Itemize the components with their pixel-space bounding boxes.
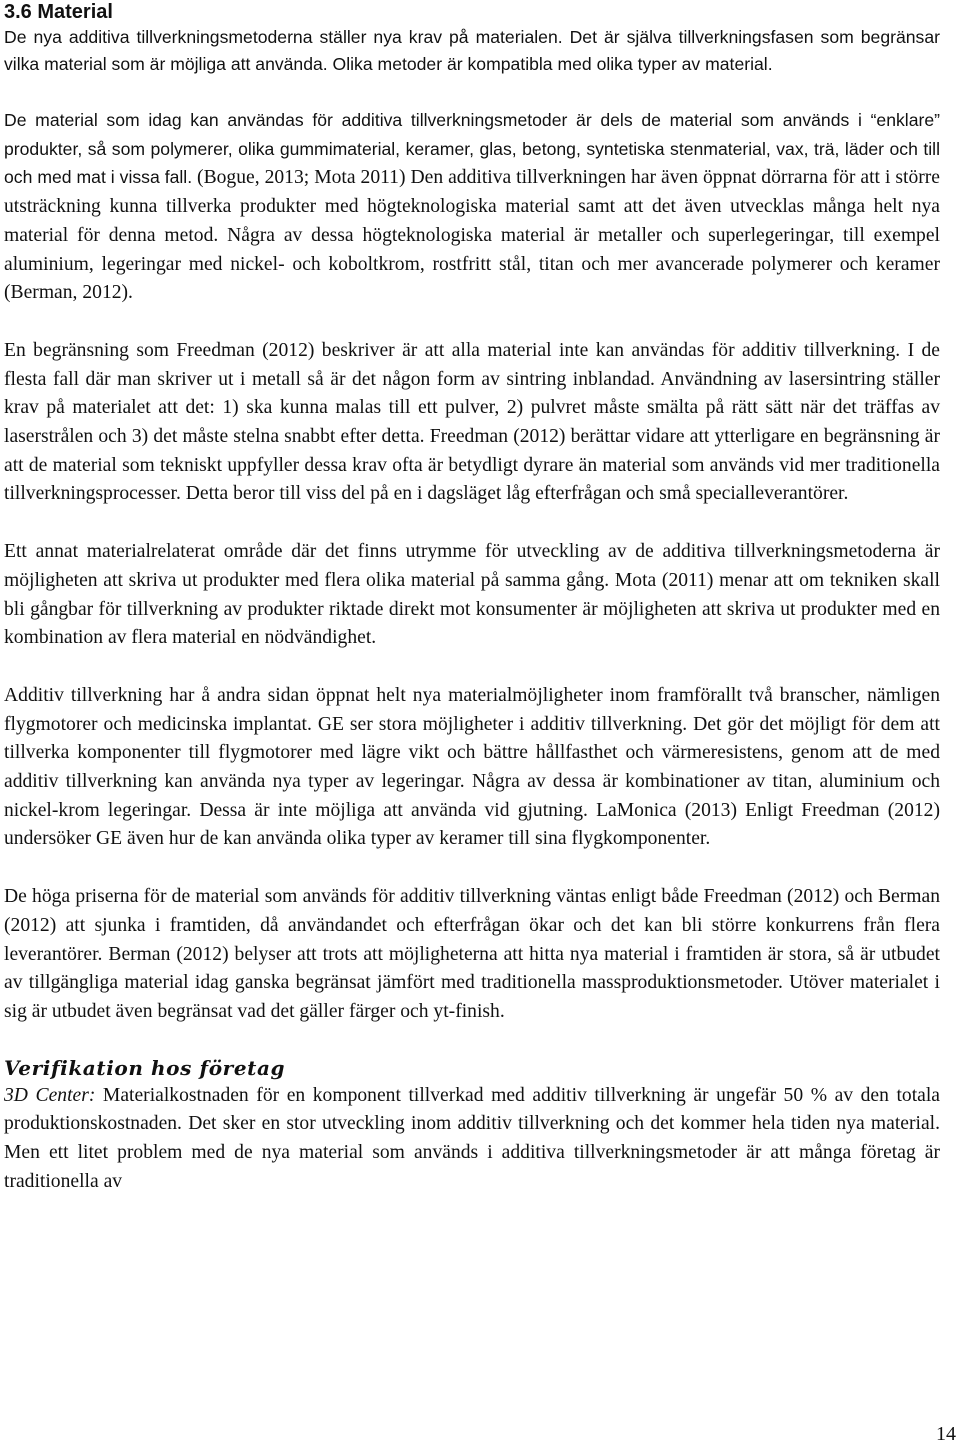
verification-paragraph [4, 1082, 940, 1197]
aerospace-paragraph: Additiv tillverkning har å andra sidan öppnat helt nya materialmöjligheter inom framförallt två branscher, nämligen flygmotorer och medicinska implantat. GE ser stora möjligheter i additiv tillverkning. Det gör det möjligt för dem att tillverka komponenter till flygmotorer med lägre vikt och bättre hållfasthet och värmeresistens, genom att de med additiv tillverkning kan använda nya typer av legeringar. Några av dessa är kombinationer av titan, aluminium och nickel-krom legeringar. Dessa är inte möjliga att använda vid gjutning. LaMonica (2013) Enligt Freedman (2012) undersöker GE även hur de kan använda olika typer av keramer till sina flygkomponenter. [4, 684, 940, 850]
paragraph-gap [4, 509, 940, 538]
verification-company-label: 3D Center: [4, 1084, 96, 1106]
materials-paragraph-serif-text: (Bogue, 2013; Mota 2011) Den additiva tillverkningen har även öppnat dörrarna för att i större utsträckning kunna tillverka produkter med högteknologiska material samt att det även utvecklas många helt nya material för denna metod. Några av dessa högteknologiska material är metaller och superlegeringar, till exempel aluminium, legeringar med nickel- och koboltkrom, rostfritt stål, titan och mer avancerade polymerer och keramer (Berman, 2012). [4, 167, 940, 304]
paragraph-gap [4, 653, 940, 682]
section-heading: 3.6 Material [4, 1, 113, 23]
materials-paragraph-sans-text: De material som idag kan användas för additiva tillverkningsmetoder är dels de material som används i “enklare” produkter, så som polymerer, olika gummimaterial, keramer, glas, betong, syntetiska stenmaterial, vax, trä, läder och till och med mat i vissa fall. [4, 110, 940, 188]
limitation-paragraph: En begränsning som Freedman (2012) beskriver är att alla material inte kan användas för additiv tillverkning. I de flesta fall där man skriver ut i metall så är det någon form av sintring inblandad. Användning av lasersintring ställer krav på materialet att det: 1) ska kunna malas till ett pulver, 2) pulvret måste smälta på rätt sätt när det träffas av laserstrålen och 3) det måste stelna snabbt efter detta. Freedman (2012) berättar vidare att ytterligare en begränsning är att de material som tekniskt uppfyller dessa krav ofta är betydligt dyrare än material som används vid mer traditionella tillverkningsprocesser. Detta beror till viss del på en i dagsläget låg efterfrågan och små specialleverantörer. [4, 339, 940, 505]
document-page [4, 0, 940, 1197]
paragraph-gap [4, 1027, 940, 1054]
page-number: 14 [936, 1423, 956, 1445]
verification-text: Materialkostnaden för en komponent tillverkad med additiv tillverkning är ungefär 50 % av den totala produktionskostnaden. Det sker en stor utveckling inom additiv tillverkning och det kommer hela tiden nya material. Men ett litet problem med de nya material som används i additiva tillverkningsmetoder är att många företag är traditionella av [4, 1084, 940, 1192]
intro-paragraph: De nya additiva tillverkningsmetoderna ställer nya krav på materialen. Det är själva tillverkningsfasen som begränsar vilka material som är möjliga att använda. Olika metoder är kompatibla med olika typer av material. [4, 27, 940, 74]
paragraph-gap [4, 77, 940, 106]
multi-material-paragraph: Ett annat materialrelaterat område där det finns utrymme för utveckling av de additiva tillverkningsmetoderna är möjligheten att skriva ut produkter med flera olika material på samma gång. Mota (2011) menar att om tekniken skall bli gångbar för tillverkning av produkter riktade direkt mot konsumenter är möjligheten att skriva ut produkter med en kombination av flera material en nödvändighet. [4, 541, 940, 649]
paragraph-gap [4, 308, 940, 337]
pricing-paragraph: De höga priserna för de material som används för additiv tillverkning väntas enligt både Freedman (2012) och Berman (2012) att sjunka i framtiden, då användandet och efterfrågan ökar och det kan bli större konkurrens från flera leverantörer. Berman (2012) belyser att trots att möjligheterna att hitta nya material i framtiden är stora, så är utbudet av tillgängliga material idag ganska begränsat jämfört med traditionella massproduktionsmetoder. Utöver materialet i sig är utbudet även begränsat vad det gäller färger och yt-finish. [4, 886, 940, 1022]
paragraph-gap [4, 854, 940, 883]
verification-heading: Verifikation hos företag [4, 1055, 286, 1080]
materials-paragraph [4, 106, 940, 308]
